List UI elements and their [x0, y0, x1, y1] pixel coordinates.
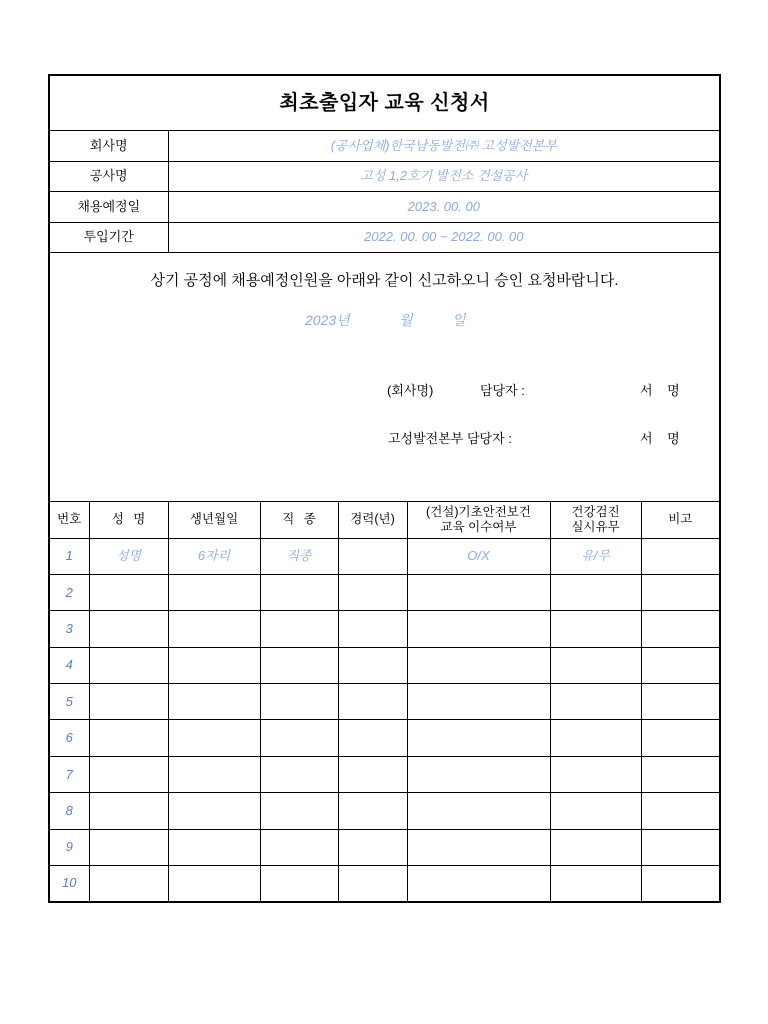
- health-checkup-cell: [550, 720, 641, 756]
- header-health-checkup: [550, 501, 641, 538]
- remarks-cell: [641, 538, 720, 574]
- date-year: 2023년: [305, 311, 350, 328]
- header-name: 성 명: [89, 501, 168, 538]
- job-type-cell: 직종: [260, 538, 338, 574]
- name-cell: [89, 647, 168, 683]
- name-cell: [89, 684, 168, 720]
- health-checkup-cell: [550, 684, 641, 720]
- header-job-type: 직 종: [260, 501, 338, 538]
- table-row: [49, 866, 720, 902]
- safety-education-cell: [407, 866, 550, 902]
- job-type-cell: [260, 866, 338, 902]
- header-safety-education-line1: (건설)기초안전보건: [426, 504, 531, 519]
- career-years-cell: [338, 829, 407, 865]
- header-remarks: 비고: [641, 501, 720, 538]
- table-row: [49, 538, 720, 574]
- health-checkup-cell: [550, 647, 641, 683]
- remarks-cell: [641, 829, 720, 865]
- career-years-cell: [338, 538, 407, 574]
- row-number: 5: [49, 684, 89, 720]
- name-cell: [89, 611, 168, 647]
- declaration-text: 상기 공정에 채용예정인원을 아래와 같이 신고하오니 승인 요청바랍니다.: [150, 271, 619, 289]
- row-number: 6: [49, 720, 89, 756]
- birthdate-cell: [168, 684, 260, 720]
- career-years-cell: [338, 611, 407, 647]
- name-cell: [89, 574, 168, 610]
- period-label: 투입기간: [49, 222, 168, 252]
- health-checkup-cell: [550, 793, 641, 829]
- row-number: 9: [49, 829, 89, 865]
- safety-education-cell: O/X: [407, 538, 550, 574]
- career-years-cell: [338, 866, 407, 902]
- remarks-cell: [641, 866, 720, 902]
- application-form: [48, 74, 721, 903]
- row-number: 7: [49, 756, 89, 792]
- birthdate-cell: [168, 611, 260, 647]
- header-career: 경력(년): [338, 501, 407, 538]
- safety-education-cell: [407, 684, 550, 720]
- row-number: 2: [49, 574, 89, 610]
- birthdate-cell: [168, 647, 260, 683]
- birthdate-cell: [168, 829, 260, 865]
- career-years-cell: [338, 647, 407, 683]
- remarks-cell: [641, 756, 720, 792]
- career-years-cell: [338, 756, 407, 792]
- table-row: [49, 647, 720, 683]
- header-health-checkup-line2: 실시유무: [571, 519, 620, 534]
- project-value: 고성 1,2호기 발전소 건설공사: [168, 161, 720, 191]
- project-label: 공사명: [49, 161, 168, 191]
- job-type-cell: [260, 720, 338, 756]
- safety-education-cell: [407, 756, 550, 792]
- hire-date-label: 채용예정일: [49, 191, 168, 222]
- header-safety-education: [407, 501, 550, 538]
- birthdate-cell: 6자리: [168, 538, 260, 574]
- row-number: 4: [49, 647, 89, 683]
- table-header: [49, 501, 720, 538]
- row-number: 10: [49, 866, 89, 902]
- plant-signature-label: 서 명: [640, 430, 680, 446]
- company-value: (공사업체)한국남동발전㈜ 고성발전본부: [168, 130, 720, 161]
- career-years-cell: [338, 793, 407, 829]
- form-title: 최초출입자 교육 신청서: [49, 75, 720, 130]
- header-number: 번호: [49, 501, 89, 538]
- company-manager-label: 담당자 :: [480, 382, 525, 398]
- company-signature-label: 서 명: [640, 382, 680, 398]
- hire-date-row: [49, 191, 720, 222]
- health-checkup-cell: [550, 611, 641, 647]
- job-type-cell: [260, 684, 338, 720]
- table-row: [49, 829, 720, 865]
- remarks-cell: [641, 684, 720, 720]
- table-row: [49, 684, 720, 720]
- date-day: 일: [452, 311, 466, 328]
- safety-education-cell: [407, 574, 550, 610]
- plant-manager-label: 고성발전본부 담당자 :: [388, 430, 512, 446]
- remarks-cell: [641, 647, 720, 683]
- header-birthdate: 생년월일: [168, 501, 260, 538]
- applicant-rows: [49, 538, 720, 902]
- career-years-cell: [338, 720, 407, 756]
- health-checkup-cell: 유/무: [550, 538, 641, 574]
- career-years-cell: [338, 684, 407, 720]
- safety-education-cell: [407, 611, 550, 647]
- job-type-cell: [260, 647, 338, 683]
- health-checkup-cell: [550, 756, 641, 792]
- row-number: 1: [49, 538, 89, 574]
- company-name-label: (회사명): [387, 382, 434, 398]
- table-row: [49, 756, 720, 792]
- remarks-cell: [641, 793, 720, 829]
- birthdate-cell: [168, 793, 260, 829]
- birthdate-cell: [168, 756, 260, 792]
- declaration-section: [49, 252, 720, 501]
- table-row: [49, 611, 720, 647]
- hire-date-value: 2023. 00. 00: [168, 191, 720, 222]
- health-checkup-cell: [550, 574, 641, 610]
- table-row: [49, 720, 720, 756]
- job-type-cell: [260, 756, 338, 792]
- health-checkup-cell: [550, 829, 641, 865]
- period-row: [49, 222, 720, 252]
- name-cell: [89, 866, 168, 902]
- job-type-cell: [260, 829, 338, 865]
- table-row: [49, 574, 720, 610]
- name-cell: 성명: [89, 538, 168, 574]
- safety-education-cell: [407, 720, 550, 756]
- job-type-cell: [260, 793, 338, 829]
- period-value: 2022. 00. 00 ~ 2022. 00. 00: [168, 222, 720, 252]
- career-years-cell: [338, 574, 407, 610]
- job-type-cell: [260, 611, 338, 647]
- birthdate-cell: [168, 574, 260, 610]
- remarks-cell: [641, 720, 720, 756]
- company-row: [49, 130, 720, 161]
- row-number: 8: [49, 793, 89, 829]
- name-cell: [89, 756, 168, 792]
- safety-education-cell: [407, 647, 550, 683]
- project-row: [49, 161, 720, 191]
- job-type-cell: [260, 574, 338, 610]
- row-number: 3: [49, 611, 89, 647]
- name-cell: [89, 720, 168, 756]
- header-health-checkup-line1: 건강검진: [571, 504, 620, 519]
- table-row: [49, 793, 720, 829]
- date-month: 월: [399, 311, 413, 328]
- health-checkup-cell: [550, 866, 641, 902]
- birthdate-cell: [168, 720, 260, 756]
- header-safety-education-line2: 교육 이수여부: [440, 519, 517, 534]
- remarks-cell: [641, 574, 720, 610]
- company-label: 회사명: [49, 130, 168, 161]
- safety-education-cell: [407, 829, 550, 865]
- name-cell: [89, 793, 168, 829]
- birthdate-cell: [168, 866, 260, 902]
- name-cell: [89, 829, 168, 865]
- remarks-cell: [641, 611, 720, 647]
- safety-education-cell: [407, 793, 550, 829]
